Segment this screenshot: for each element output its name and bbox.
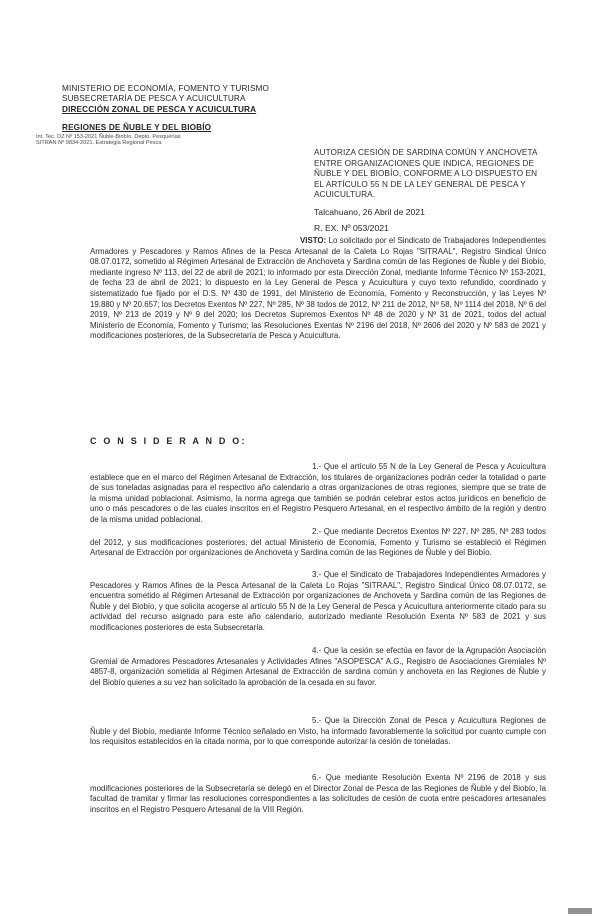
considerando-heading: C O N S I D E R A N D O: xyxy=(90,436,247,446)
subject-block: AUTORIZA CESIÓN DE SARDINA COMÚN Y ANCHOVETA ENTRE ORGANIZACIONES QUE INDICA, REGIONES DE ÑUBLE Y DEL BIOBÍO, CONFORME A LO DISPUESTO EN EL ARTÍCULO 55 N DE LA LEY GENERAL DE PESCA Y ACUICULTURA. xyxy=(314,148,538,200)
considerando-text-3: 3.- Que el Sindicato de Trabajadores Independientes Armadores y Pescadores y Ramos Afines de la Pesca Artesanal de la Caleta Lo Rojas "SITRAAL", Registro Sindical Único 08.07.0172, se encuentra sometido al Régimen Artesanal de Extracción por organizaciones de Anchoveta y Sardina común de las Regiones de Ñuble y del Biobío, y que solicita acogerse al artículo 55 N de la Ley General de Pesca y Acuicultura anteriormente citado para su actividad del recurso asignado para este año calendario, autorizado mediante Resolución Exenta Nº 583 de 2021 y sus modificaciones posteriores de esta Subsecretaría. xyxy=(90,570,546,632)
resolution-meta xyxy=(314,204,425,236)
considerando-text-6: 6.- Que mediante Resolución Exenta Nº 2196 de 2018 y sus modificaciones posteriores de la Subsecretaría se delegó en el Director Zonal de Pesca de las Regiones de Ñuble y del Biobío, la facultad de tramitar y firmar las resoluciones correspondientes a las solicitudes de cesión de cuota entre pescadores artesanales inscritos en el Registro Pesquero Artesanal de la VIII Región. xyxy=(90,773,546,814)
subsecretaria-line: SUBSECRETARÍA DE PESCA Y ACUICULTURA xyxy=(62,94,246,104)
considerando-text-5: 5.- Que la Dirección Zonal de Pesca y Acuicultura Regiones de Ñuble y del Biobío, mediante Informe Técnico señalado en Visto, ha informado favorablemente la solicitud por cuanto cumple con los requisitos establecidos en la citada norma, por lo que corresponde autorizar la cesión de toneladas. xyxy=(90,716,546,747)
distribution-line-1: Int. Tec. DZ Nº 153-2021 Ñuble-Biobío. Depto. Pesquerías xyxy=(36,133,181,140)
direccion-line: DIRECCIÓN ZONAL DE PESCA Y ACUICULTURA xyxy=(62,104,257,114)
considerando-paragraph-2 xyxy=(90,527,546,559)
visto-text: Lo solicitado por el Sindicato de Trabajadores Independientes Armadores y Pescadores y Ramos Afines de la Pesca Artesanal de la Caleta Lo Rojas "SITRAAL", Registro Sindical Único 08.07.0172, sometido al Régimen Artesanal de Extracción de Anchoveta y Sardina común de las Regiones de Ñuble y del Biobío, mediante ingreso Nº 113, del 22 de abril de 2021; lo informado por esta Dirección Zonal, mediante Informe Técnico Nº 153-2021, de fecha 23 de abril de 2021; lo dispuesto en la Ley General de Pesca y Acuicultura y cuyo texto refundido, coordinado y sistematizado fue fijado por el D.S. Nº 430 de 1991, del Ministerio de Economía, Fomento y Reconstrucción, y las Leyes Nº 19.880 y Nº 20.657; los Decretos Exentos Nº 227, Nº 285, Nº 38 todos de 2012, Nº 211 de 2012, Nº 58, Nº 1114 del 2018, Nº 6 del 2019, Nº 213 de 2019 y Nº 9 del 2020; los Decretos Supremos Exentos Nº 48 de 2020 y Nº 31 de 2021, todos del actual Ministerio de Economía, Fomento y Turismo; las Resoluciones Exentas Nº 2196 del 2018, Nº 2606 del 2020 y Nº 583 de 2021 y modificaciones posteriores, de la Subsecretaría de Pesca y Acuicultura. xyxy=(90,236,546,341)
distribution-line-2: SITRAN Nº 9834-2021. Estrategia Regional Pesca xyxy=(36,140,162,147)
ministry-line: MINISTERIO DE ECONOMÍA, FOMENTO Y TURISMO xyxy=(62,84,270,93)
resolution-number: R. EX. Nº 053/2021 xyxy=(314,223,389,233)
visto-label: VISTO: xyxy=(300,236,327,245)
considerando-paragraph-4 xyxy=(90,646,546,688)
considerando-paragraph-6 xyxy=(90,773,546,815)
considerando-text-2: 2.- Que mediante Decretos Exentos Nº 227, Nº 285, Nº 283 todos del 2012, y sus modificaciones posteriores, del actual Ministerio de Economía, Fomento y Turismo se estableció el Régimen Artesanal de Extracción por organizaciones de Anchoveta y Sardina común de las Regiones de Ñuble y del Biobío. xyxy=(90,527,546,558)
considerando-text-1: 1.- Que el artículo 55 N de la Ley General de Pesca y Acuicultura establece que en el marco del Régimen Artesanal de Extracción, los titulares de organizaciones podrán ceder la totalidad o parte de sus toneladas asignadas para el respectivo año calendario a otras organizaciones de otras regiones, siempre que se trate de la misma unidad poblacional. Asimismo, la norma agrega que también se podrán celebrar estos actos jurídicos en beneficio de uno o más pescadores o de las cuales inscritos en el Registro Pesquero Artesanal, en el respectivo ámbito de la región y dentro de la misma unidad poblacional. xyxy=(90,462,546,524)
visto-paragraph xyxy=(90,236,546,342)
regiones-line: REGIONES DE ÑUBLE Y DEL BIOBÍO xyxy=(62,123,212,133)
place-date: Talcahuano, 26 Abril de 2021 xyxy=(314,207,425,217)
considerando-paragraph-5 xyxy=(90,716,546,748)
page-footer-mark xyxy=(568,908,592,914)
considerando-paragraph-1 xyxy=(90,462,546,526)
considerando-text-4: 4.- Que la cesión se efectúa en favor de la Agrupación Asociación Gremial de Armadores Pescadores Artesanales y Actividades Afines "ASOPESCA" A.G., Registro de Asociaciones Gremiales Nº 4857-8, organización sometida al Régimen Artesanal de Extracción de sardina común y anchoveta en las Regiones de Ñuble y del Biobío quienes a su vez han solicitado la aprobación de la cesada en su favor. xyxy=(90,646,546,687)
letterhead xyxy=(36,84,302,147)
considerando-paragraph-3 xyxy=(90,570,546,634)
